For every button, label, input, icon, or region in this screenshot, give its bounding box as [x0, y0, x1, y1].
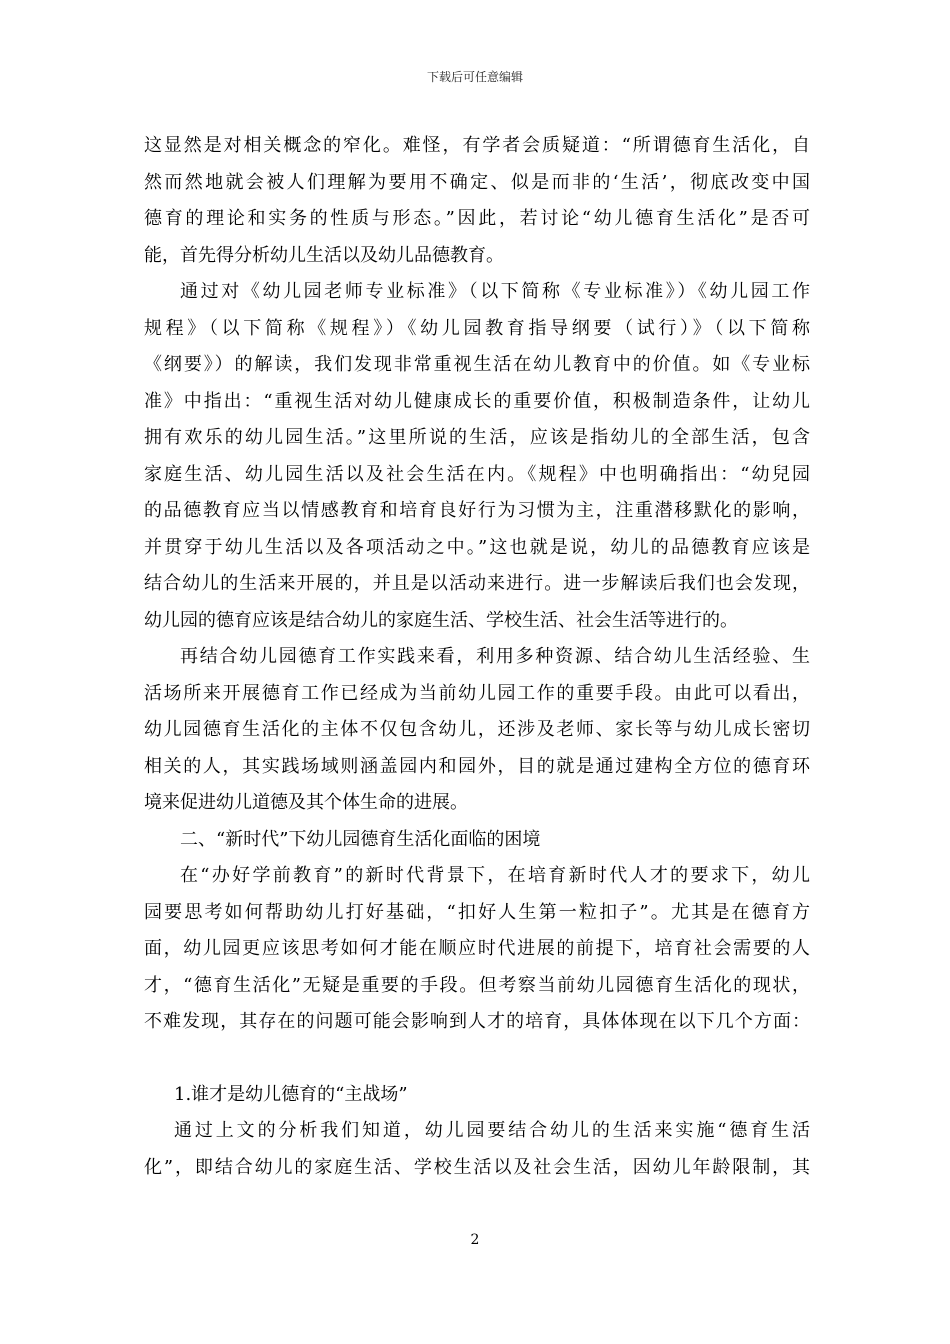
text-line: 拥有欢乐的幼儿园生活。”这里所说的生活，应该是指幼儿的全部生活，包含: [144, 427, 810, 448]
text-line: 在“办好学前教育”的新时代背景下，在培育新时代人才的要求下，幼儿: [180, 865, 810, 886]
paragraph-2: [144, 274, 810, 639]
text-line: 并贯穿于幼儿生活以及各项活动之中。”这也就是说，幼儿的品德教育应该是: [144, 536, 810, 558]
text-line: 这显然是对相关概念的窄化。难怪，有学者会质疑道：“所谓德育生活化，自: [144, 135, 810, 156]
text-line: 幼儿园的德育应该是结合幼儿的家庭生活、学校生活、社会生活等进行的。: [144, 609, 738, 631]
paragraph-4: [144, 858, 810, 1041]
text-line: 才，“德育生活化”无疑是重要的手段。但考察当前幼儿园德育生活化的现状，: [144, 974, 810, 996]
subsection-heading-1: [144, 1077, 810, 1114]
text-line: 规程》（以下简称《规程》）《幼儿园教育指导纲要（试行）》（以下简称: [144, 317, 810, 339]
text-line: 不难发现，其存在的问题可能会影响到人才的培育，具体体现在以下几个方面：: [144, 1011, 810, 1032]
text-line: 园要思考如何帮助幼儿打好基础，“扣好人生第一粒扣子”。尤其是在德育方: [144, 901, 810, 923]
blank-line: [144, 1041, 810, 1077]
paragraph-3: [144, 639, 810, 822]
subsection-heading: 1.谁才是幼儿德育的“主战场”: [174, 1083, 408, 1105]
text-line: 化”，即结合幼儿的家庭生活、学校生活以及社会生活，因幼儿年龄限制，其: [144, 1156, 810, 1178]
text-line: 的品德教育应当以情感教育和培育良好行为习惯为主，注重潜移默化的影响，: [144, 500, 810, 521]
text-line: 幼儿园德育生活化的主体不仅包含幼儿，还涉及老师、家长等与幼儿成长密切: [144, 719, 810, 740]
text-line: 家庭生活、幼儿园生活以及社会生活在内。《规程》中也明确指出：“幼兒园: [144, 463, 810, 485]
section-heading-2: [144, 822, 810, 859]
text-line: 境来促进幼儿道德及其个体生命的进展。: [144, 792, 468, 813]
text-line: 然而然地就会被人们理解为要用不确定、似是而非的‘生活’，彻底改变中国: [144, 171, 810, 193]
text-line: 相关的人，其实践场域则涵盖园内和园外，目的就是通过建构全方位的德育环: [144, 755, 810, 777]
text-line: 准》中指出：“重视生活对幼儿健康成长的重要价值，积极制造条件，让幼儿: [144, 390, 810, 412]
page-number: 2: [470, 1232, 480, 1248]
text-line: 活场所来开展德育工作已经成为当前幼儿园工作的重要手段。由此可以看出，: [144, 682, 810, 704]
text-line: 面，幼儿园更应该思考如何才能在顺应时代进展的前提下，培育社会需要的人: [144, 938, 810, 959]
paragraph-1: [144, 128, 810, 274]
text-line: 通过上文的分析我们知道，幼儿园要结合幼儿的生活来实施“德育生活: [174, 1120, 810, 1141]
document-body: [144, 128, 810, 1186]
text-line: 结合幼儿的生活来开展的，并且是以活动来进行。进一步解读后我们也会发现，: [144, 573, 810, 594]
section-heading: 二、“新时代”下幼儿园德育生活化面临的困境: [180, 828, 541, 850]
text-line: 通过对《幼儿园老师专业标准》（以下简称《专业标准》）《幼儿园工作: [180, 281, 810, 302]
text-line: 《纲要》）的解读，我们发现非常重视生活在幼儿教育中的价值。如《专业标: [144, 354, 810, 375]
paragraph-5: [144, 1113, 810, 1186]
page-header: 下载后可任意编辑: [426, 70, 523, 84]
text-line: 德育的理论和实务的性质与形态。”因此，若讨论“幼儿德育生活化”是否可: [144, 208, 810, 229]
text-line: 能，首先得分析幼儿生活以及幼儿品德教育。: [144, 244, 504, 266]
text-line: 再结合幼儿园德育工作实践来看，利用多种资源、结合幼儿生活经验、生: [180, 646, 810, 667]
